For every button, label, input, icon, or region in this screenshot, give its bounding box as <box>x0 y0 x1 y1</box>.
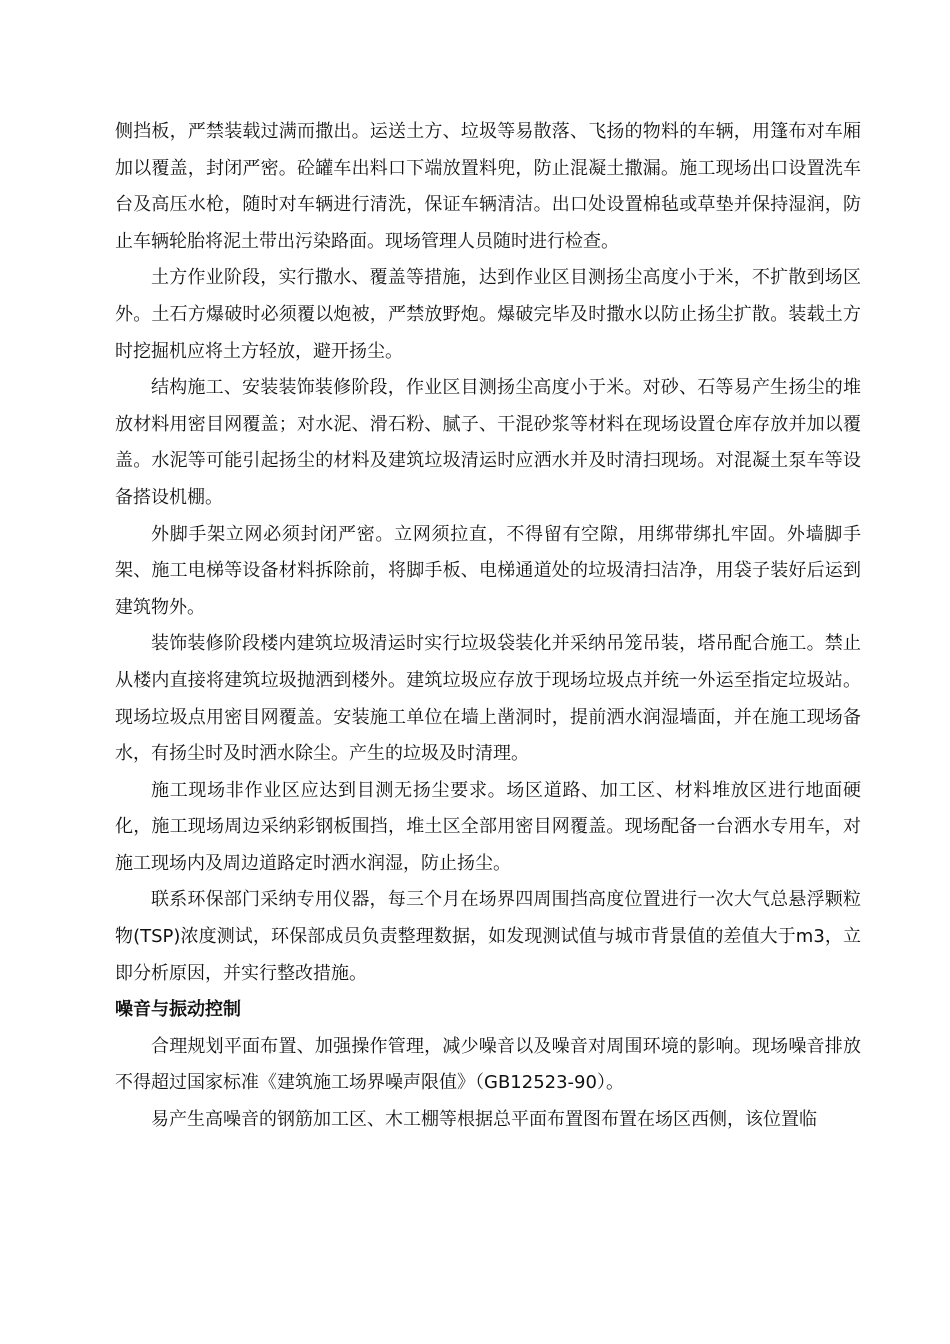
paragraph: 联系环保部门采纳专用仪器，每三个月在场界四周围挡高度位置进行一次大气总悬浮颗粒物(TSP)浓度测试，环保部成员负责整理数据，如发现测试值与城市背景值的差值大于m3，立即分析原因，并实行整改措施。 <box>115 889 861 984</box>
paragraph: 施工现场非作业区应达到目测无扬尘要求。场区道路、加工区、材料堆放区进行地面硬化，施工现场周边采纳彩钢板围挡，堆土区全部用密目网覆盖。现场配备一台洒水专用车，对施工现场内及周边道路定时洒水润湿，防止扬尘。 <box>115 779 861 874</box>
paragraph: 土方作业阶段，实行撒水、覆盖等措施，达到作业区目测扬尘高度小于米，不扩散到场区外。土石方爆破时必须覆以炮被，严禁放野炮。爆破完毕及时撒水以防止扬尘扩散。装载土方时挖掘机应将土方轻放，避开扬尘。 <box>115 267 861 362</box>
section-heading: 噪音与振动控制 <box>115 999 241 1021</box>
paragraph: 易产生高噪音的钢筋加工区、木工棚等根据总平面布置图布置在场区西侧，该位置临 <box>151 1109 817 1131</box>
document-body <box>115 114 861 1139</box>
paragraph: 装饰装修阶段楼内建筑垃圾清运时实行垃圾袋装化并采纳吊笼吊装，塔吊配合施工。禁止从楼内直接将建筑垃圾抛洒到楼外。建筑垃圾应存放于现场垃圾点并统一外运至指定垃圾站。现场垃圾点用密目网覆盖。安装施工单位在墙上凿洞时，提前洒水润湿墙面，并在施工现场备水，有扬尘时及时洒水除尘。产生的垃圾及时清理。 <box>115 633 861 765</box>
paragraph: 结构施工、安装装饰装修阶段，作业区目测扬尘高度小于米。对砂、石等易产生扬尘的堆放材料用密目网覆盖；对水泥、滑石粉、腻子、干混砂浆等材料在现场设置仓库存放并加以覆盖。水泥等可能引起扬尘的材料及建筑垃圾清运时应洒水并及时清扫现场。对混凝土泵车等设备搭设机棚。 <box>115 377 861 508</box>
paragraph: 外脚手架立网必须封闭严密。立网须拉直，不得留有空隙，用绑带绑扎牢固。外墙脚手架、施工电梯等设备材料拆除前，将脚手板、电梯通道处的垃圾清扫洁净，用袋子装好后运到建筑物外。 <box>115 523 861 618</box>
paragraph: 侧挡板，严禁装载过满而撒出。运送土方、垃圾等易散落、飞扬的物料的车辆，用篷布对车厢加以覆盖，封闭严密。砼罐车出料口下端放置料兜，防止混凝土撒漏。施工现场出口设置洗车台及高压水枪，随时对车辆进行清洗，保证车辆清洁。出口处设置棉毡或草垫并保持湿润，防止车辆轮胎将泥土带出污染路面。现场管理人员随时进行检查。 <box>115 121 861 252</box>
paragraph: 合理规划平面布置、加强操作管理，减少噪音以及噪音对周围环境的影响。现场噪音排放不得超过国家标准《建筑施工场界噪声限值》（GB12523-90）。 <box>115 1035 861 1094</box>
